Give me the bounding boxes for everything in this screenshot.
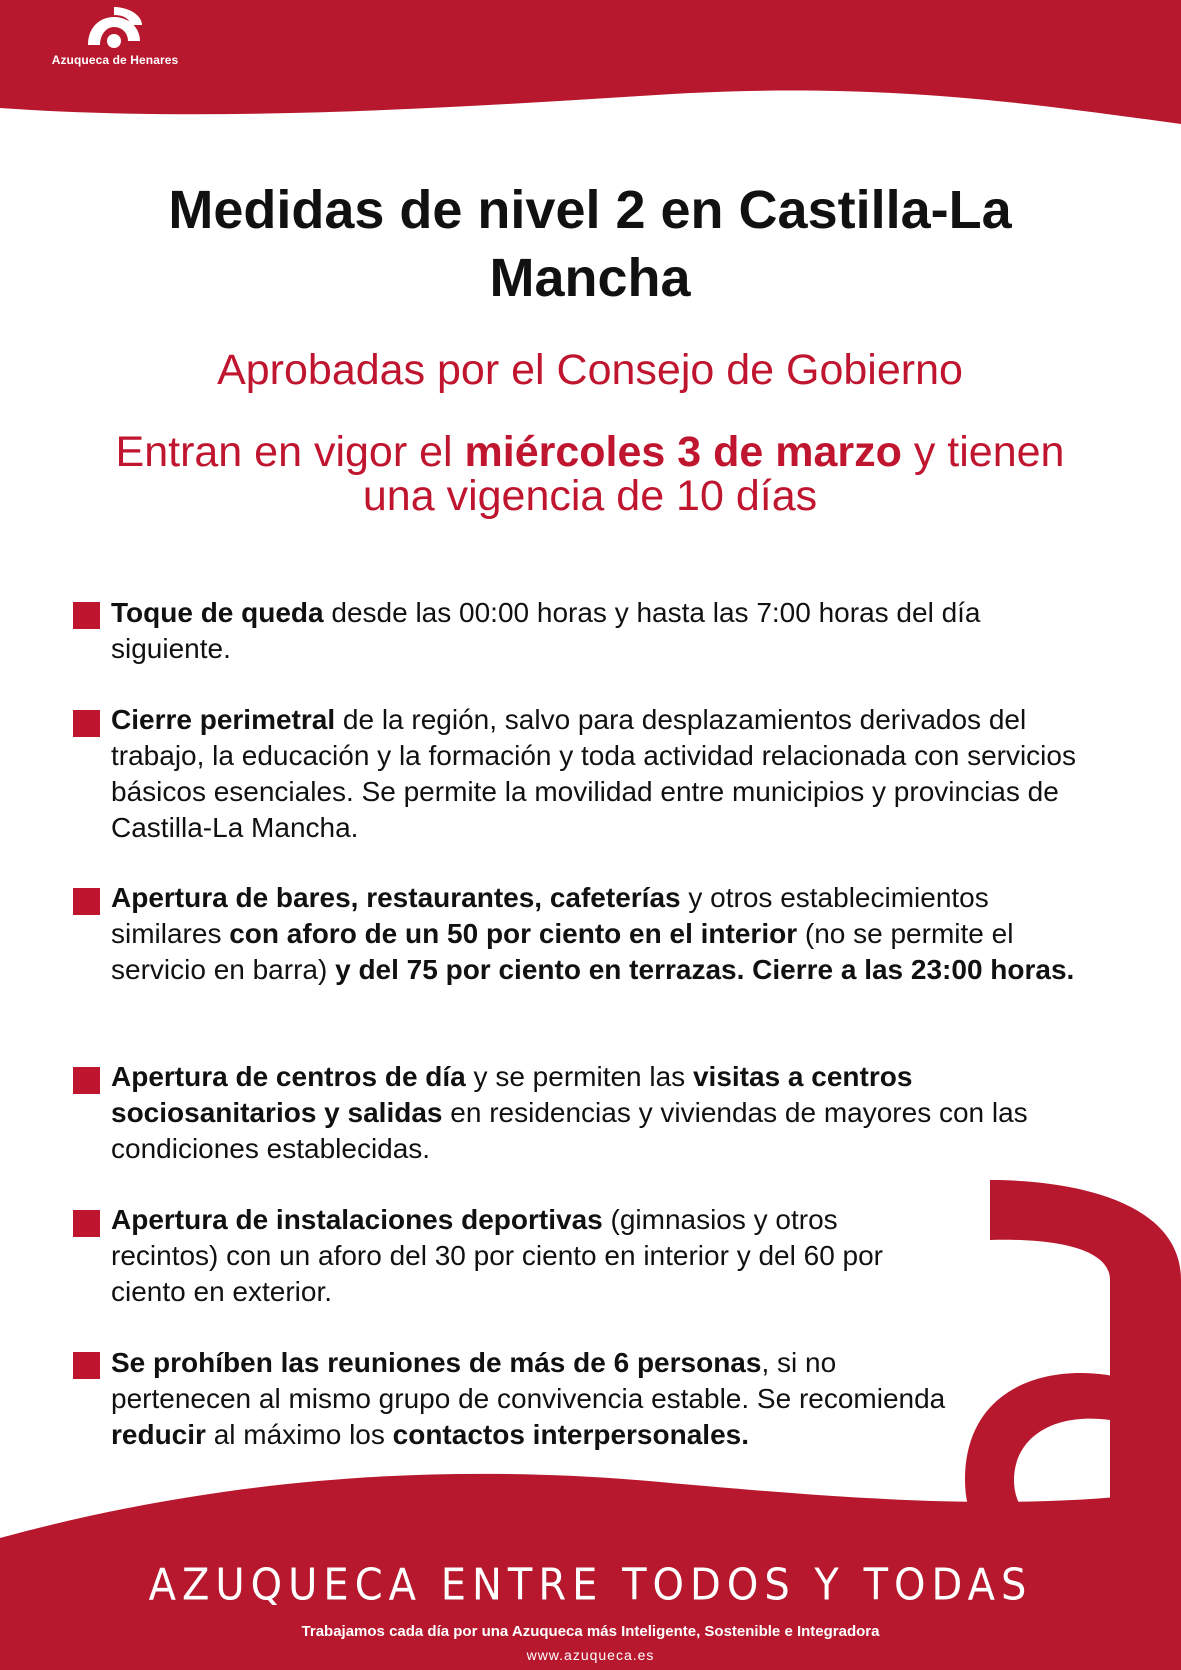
measure-daycenters-bold-1: Apertura de centros de día (111, 1061, 466, 1092)
measure-bars-bold-2: con aforo de un 50 por ciento en el interior (229, 918, 798, 949)
measure-bars-bold-1: Apertura de bares, restaurantes, cafeterías (111, 882, 681, 913)
measure-bars-bold-3: y del 75 por ciento en terrazas. Cierre a las 23:00 horas. (335, 954, 1075, 985)
measure-sports-bold: Apertura de instalaciones deportivas (111, 1204, 603, 1235)
page-subtitle: Aprobadas por el Consejo de Gobierno (217, 346, 963, 394)
measure-meetings-bold-1: Se prohíben las reuniones de más de 6 personas (111, 1347, 762, 1378)
measure-bars-text-2: (no se permite el servicio en barra) (111, 918, 1014, 985)
measure-meetings (111, 1345, 961, 1453)
azuqueca-logo-icon (84, 5, 146, 51)
measure-bars-restaurants (111, 880, 1101, 988)
square-bullet-icon (73, 1067, 100, 1094)
page-title: Medidas de nivel 2 en Castilla-La Mancha (168, 180, 1012, 308)
measure-meetings-bold-3: contactos interpersonales. (392, 1419, 749, 1450)
vigor-date: miércoles 3 de marzo (464, 428, 902, 476)
square-bullet-icon (73, 710, 100, 737)
footer-website-link[interactable]: www.azuqueca.es (526, 1647, 655, 1663)
vigor-prefix: Entran en vigor el (115, 428, 465, 476)
measure-sports-text: (gimnasios y otros recintos) con un aforo del 30 por ciento en interior y del 60 por ciento en exterior. (111, 1204, 884, 1307)
measure-meetings-text-1: , si no pertenecen al mismo grupo de convivencia estable. Se recomienda (111, 1347, 946, 1414)
measure-curfew-bold: Toque de queda (111, 597, 324, 628)
square-bullet-icon (73, 602, 100, 629)
square-bullet-icon (73, 1352, 100, 1379)
measure-sports-facilities (111, 1202, 951, 1310)
measure-curfew (111, 595, 1061, 667)
measure-perimeter-closure (111, 702, 1091, 846)
square-bullet-icon (73, 1210, 100, 1237)
measure-day-centers (111, 1059, 1116, 1167)
measure-curfew-text: desde las 00:00 horas y hasta las 7:00 horas del día siguiente. (111, 597, 981, 664)
measure-daycenters-bold-2: visitas a centros sociosanitarios y salidas (111, 1061, 913, 1128)
measure-daycenters-text-2: en residencias y viviendas de mayores con las condiciones establecidas. (111, 1097, 1028, 1164)
measure-bars-text-1: y otros establecimientos similares (111, 882, 989, 949)
measure-meetings-text-2: al máximo los (205, 1419, 393, 1450)
measure-meetings-bold-2: reducir (111, 1419, 206, 1450)
square-bullet-icon (73, 888, 100, 915)
brand-logo[interactable] (40, 5, 190, 67)
footer-slogan: AZUQUECA ENTRE TODOS Y TODAS (148, 1559, 1033, 1611)
brand-name: Azuqueca de Henares (51, 53, 179, 67)
vigor-notice (90, 430, 1090, 518)
measure-perimeter-text: de la región, salvo para desplazamientos derivados del trabajo, la educación y la formación y toda actividad relacionada con servicios básicos esenciales. Se permite la movilidad entre municipios y provincias de Castilla-La Mancha. (111, 704, 1076, 843)
vigor-suffix: y tienen una vigencia de 10 días (362, 428, 1065, 520)
measure-daycenters-text-1: y se permiten las (465, 1061, 693, 1092)
measure-perimeter-bold: Cierre perimetral (111, 704, 336, 735)
footer-tagline: Trabajamos cada día por una Azuqueca más Inteligente, Sostenible e Integradora (301, 1623, 880, 1640)
